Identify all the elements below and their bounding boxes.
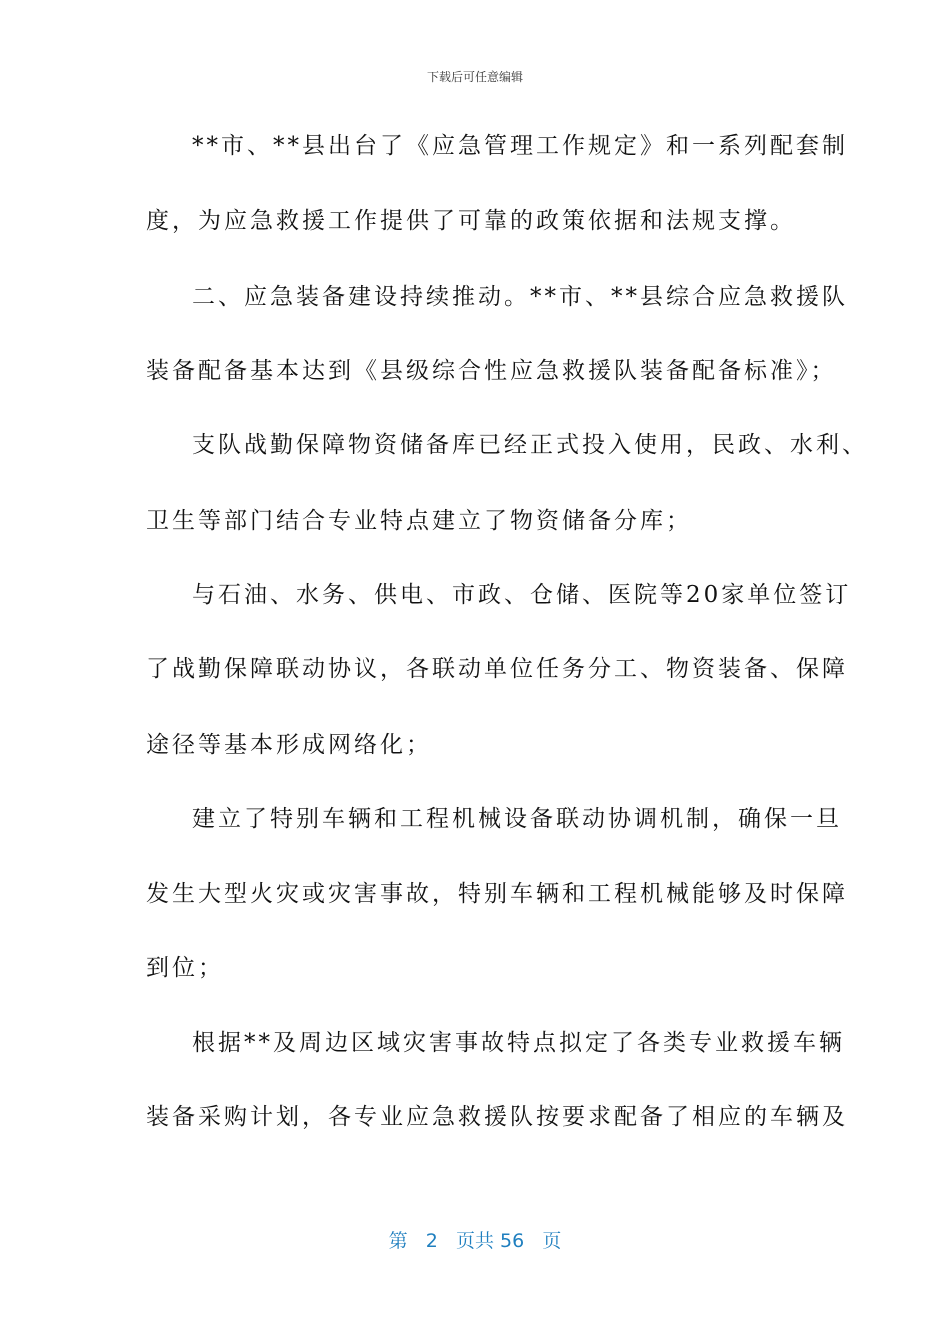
text-line: 装备配备基本达到《县级综合性应急救援队装备配备标准》； — [146, 358, 837, 384]
footer-page-number: 2 — [425, 1230, 438, 1252]
text-line: 建立了特别车辆和工程机械设备联动协调机制，确保一旦 — [192, 806, 842, 832]
text-line: 度，为应急救援工作提供了可靠的政策依据和法规支撑。 — [146, 208, 796, 234]
text-line: 卫生等部门结合专业特点建立了物资储备分库； — [146, 508, 692, 534]
header-note: 下载后可任意编辑 — [426, 70, 523, 84]
footer-suffix: 页 — [542, 1230, 562, 1252]
text-line: 根据**及周边区域灾害事故特点拟定了各类专业救援车辆 — [192, 1030, 845, 1056]
text-line: 支队战勤保障物资储备库已经正式投入使用，民政、水利、 — [192, 432, 868, 458]
text-line: 到位； — [146, 955, 224, 981]
text-line: **市、**县出台了《应急管理工作规定》和一系列配套制 — [192, 133, 848, 159]
footer-middle: 页共 — [455, 1230, 494, 1252]
text-line: 装备采购计划，各专业应急救援队按要求配备了相应的车辆及 — [146, 1104, 848, 1130]
text-line: 与石油、水务、供电、市政、仓储、医院等20家单位签订 — [192, 582, 852, 608]
page-footer — [0, 1226, 950, 1253]
text-line: 了战勤保障联动协议，各联动单位任务分工、物资装备、保障 — [146, 656, 848, 682]
text-line: 途径等基本形成网络化； — [146, 732, 432, 758]
text-line: 发生大型火灾或灾害事故，特别车辆和工程机械能够及时保障 — [146, 881, 848, 907]
footer-prefix: 第 — [388, 1230, 408, 1252]
footer-total-pages: 56 — [500, 1230, 525, 1252]
text-line: 二、应急装备建设持续推动。**市、**县综合应急救援队 — [192, 284, 848, 310]
